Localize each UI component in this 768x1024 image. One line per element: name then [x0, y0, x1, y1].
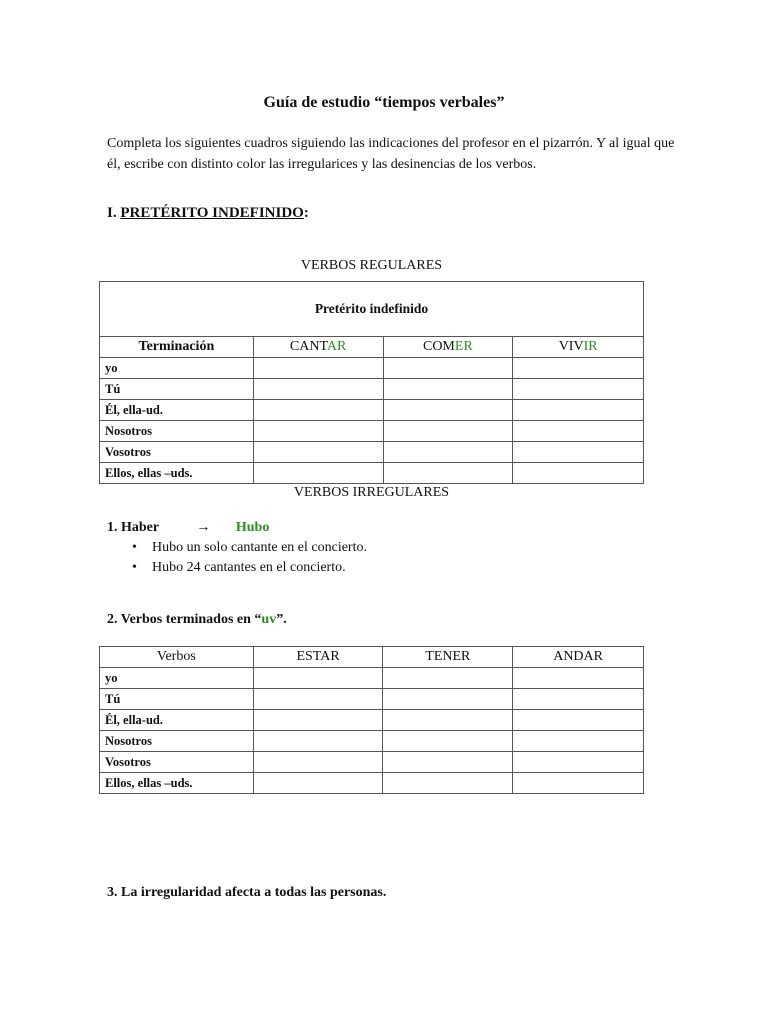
row-label: Vosotros — [100, 752, 254, 773]
arrow-right-icon: → — [196, 520, 211, 535]
verb-ending: IR — [583, 339, 598, 354]
blank-cell[interactable] — [253, 773, 383, 794]
table-header-row — [100, 647, 644, 668]
blank-cell[interactable] — [253, 752, 383, 773]
blank-cell[interactable] — [253, 668, 383, 689]
row-label: Él, ella-ud. — [100, 400, 254, 421]
verb-stem: COM — [422, 339, 455, 354]
blank-cell[interactable] — [383, 463, 513, 484]
blank-cell[interactable] — [253, 358, 383, 379]
table-row — [100, 689, 644, 710]
bullet-icon: • — [132, 560, 137, 575]
blank-cell[interactable] — [253, 421, 383, 442]
section-heading-preterito — [107, 205, 309, 222]
bullet-list-haber — [132, 538, 367, 578]
table-row — [100, 773, 644, 794]
verb-ending: ER — [454, 339, 473, 354]
row-label: Tú — [100, 379, 254, 400]
table-header-row — [100, 337, 644, 358]
blank-cell[interactable] — [253, 731, 383, 752]
verb-ending: AR — [326, 339, 347, 354]
blank-cell[interactable] — [383, 773, 513, 794]
row-label: Vosotros — [100, 442, 254, 463]
blank-cell[interactable] — [513, 463, 644, 484]
blank-cell[interactable] — [513, 773, 644, 794]
header-andar: ANDAR — [513, 647, 644, 668]
item-haber-result: Hubo — [235, 520, 270, 535]
blank-cell[interactable] — [513, 379, 644, 400]
row-label: Tú — [100, 689, 254, 710]
list-item — [132, 538, 367, 558]
blank-cell[interactable] — [383, 752, 513, 773]
header-vivir — [513, 337, 644, 358]
table-verbos-uv — [99, 646, 644, 794]
intro-paragraph: Completa los siguientes cuadros siguiendo las indicaciones del profesor en el pizarrón. Y al igual que él, escribe con distinto color las irregularices y las desinencias de los verbos. — [107, 136, 675, 172]
item-uv-prefix: 2. Verbos terminados en “ — [107, 612, 262, 627]
section-number: I. — [107, 205, 117, 221]
section-colon: : — [303, 205, 309, 221]
blank-cell[interactable] — [253, 442, 383, 463]
blank-cell[interactable] — [253, 379, 383, 400]
row-label: yo — [100, 668, 254, 689]
blank-cell[interactable] — [383, 379, 513, 400]
item-uv-highlight: uv — [261, 612, 277, 627]
page-title: Guía de estudio “tiempos verbales” — [263, 94, 505, 111]
blank-cell[interactable] — [383, 731, 513, 752]
row-label: Ellos, ellas –uds. — [100, 463, 254, 484]
bullet-icon: • — [132, 540, 137, 555]
section-title: PRETÉRITO INDEFINIDO — [120, 205, 304, 221]
item-verbos-uv — [107, 612, 287, 628]
table-title-row — [100, 282, 644, 337]
blank-cell[interactable] — [513, 710, 644, 731]
row-label: Él, ella-ud. — [100, 710, 254, 731]
blank-cell[interactable] — [383, 668, 513, 689]
header-estar: ESTAR — [253, 647, 383, 668]
row-label: Nosotros — [100, 731, 254, 752]
verb-stem: CANT — [289, 339, 327, 354]
item-haber — [107, 520, 269, 536]
bullet-text: Hubo 24 cantantes en el concierto. — [152, 560, 346, 575]
row-label: yo — [100, 358, 254, 379]
verb-stem: VIV — [558, 339, 584, 354]
verbos-irregulares-label: VERBOS IRREGULARES — [293, 485, 450, 500]
blank-cell[interactable] — [253, 710, 383, 731]
list-item — [132, 558, 367, 578]
blank-cell[interactable] — [383, 689, 513, 710]
header-cantar — [253, 337, 383, 358]
blank-cell[interactable] — [383, 442, 513, 463]
table-row — [100, 668, 644, 689]
blank-cell[interactable] — [513, 731, 644, 752]
blank-cell[interactable] — [513, 358, 644, 379]
table-row — [100, 752, 644, 773]
blank-cell[interactable] — [513, 668, 644, 689]
blank-cell[interactable] — [383, 421, 513, 442]
blank-cell[interactable] — [513, 442, 644, 463]
item-irregularidad: 3. La irregularidad afecta a todas las personas. — [107, 885, 387, 900]
blank-cell[interactable] — [513, 421, 644, 442]
table-row — [100, 442, 644, 463]
bullet-text: Hubo un solo cantante en el concierto. — [152, 540, 367, 555]
table-row — [100, 710, 644, 731]
blank-cell[interactable] — [513, 400, 644, 421]
blank-cell[interactable] — [513, 689, 644, 710]
blank-cell[interactable] — [253, 463, 383, 484]
blank-cell[interactable] — [383, 710, 513, 731]
table-row — [100, 358, 644, 379]
table-row — [100, 463, 644, 484]
header-tener: TENER — [383, 647, 513, 668]
header-comer — [383, 337, 513, 358]
table-title: Pretérito indefinido — [100, 282, 644, 337]
item-uv-suffix: ”. — [276, 612, 287, 627]
table-row — [100, 379, 644, 400]
blank-cell[interactable] — [513, 752, 644, 773]
row-label: Ellos, ellas –uds. — [100, 773, 254, 794]
header-verbos: Verbos — [100, 647, 254, 668]
blank-cell[interactable] — [253, 689, 383, 710]
row-label: Nosotros — [100, 421, 254, 442]
header-terminacion: Terminación — [100, 337, 254, 358]
blank-cell[interactable] — [253, 400, 383, 421]
table-row — [100, 421, 644, 442]
table-row — [100, 400, 644, 421]
blank-cell[interactable] — [383, 400, 513, 421]
table-row — [100, 731, 644, 752]
table-verbos-regulares — [99, 281, 644, 484]
verbos-regulares-label: VERBOS REGULARES — [300, 258, 443, 273]
blank-cell[interactable] — [383, 358, 513, 379]
item-haber-label: 1. Haber — [107, 520, 159, 535]
